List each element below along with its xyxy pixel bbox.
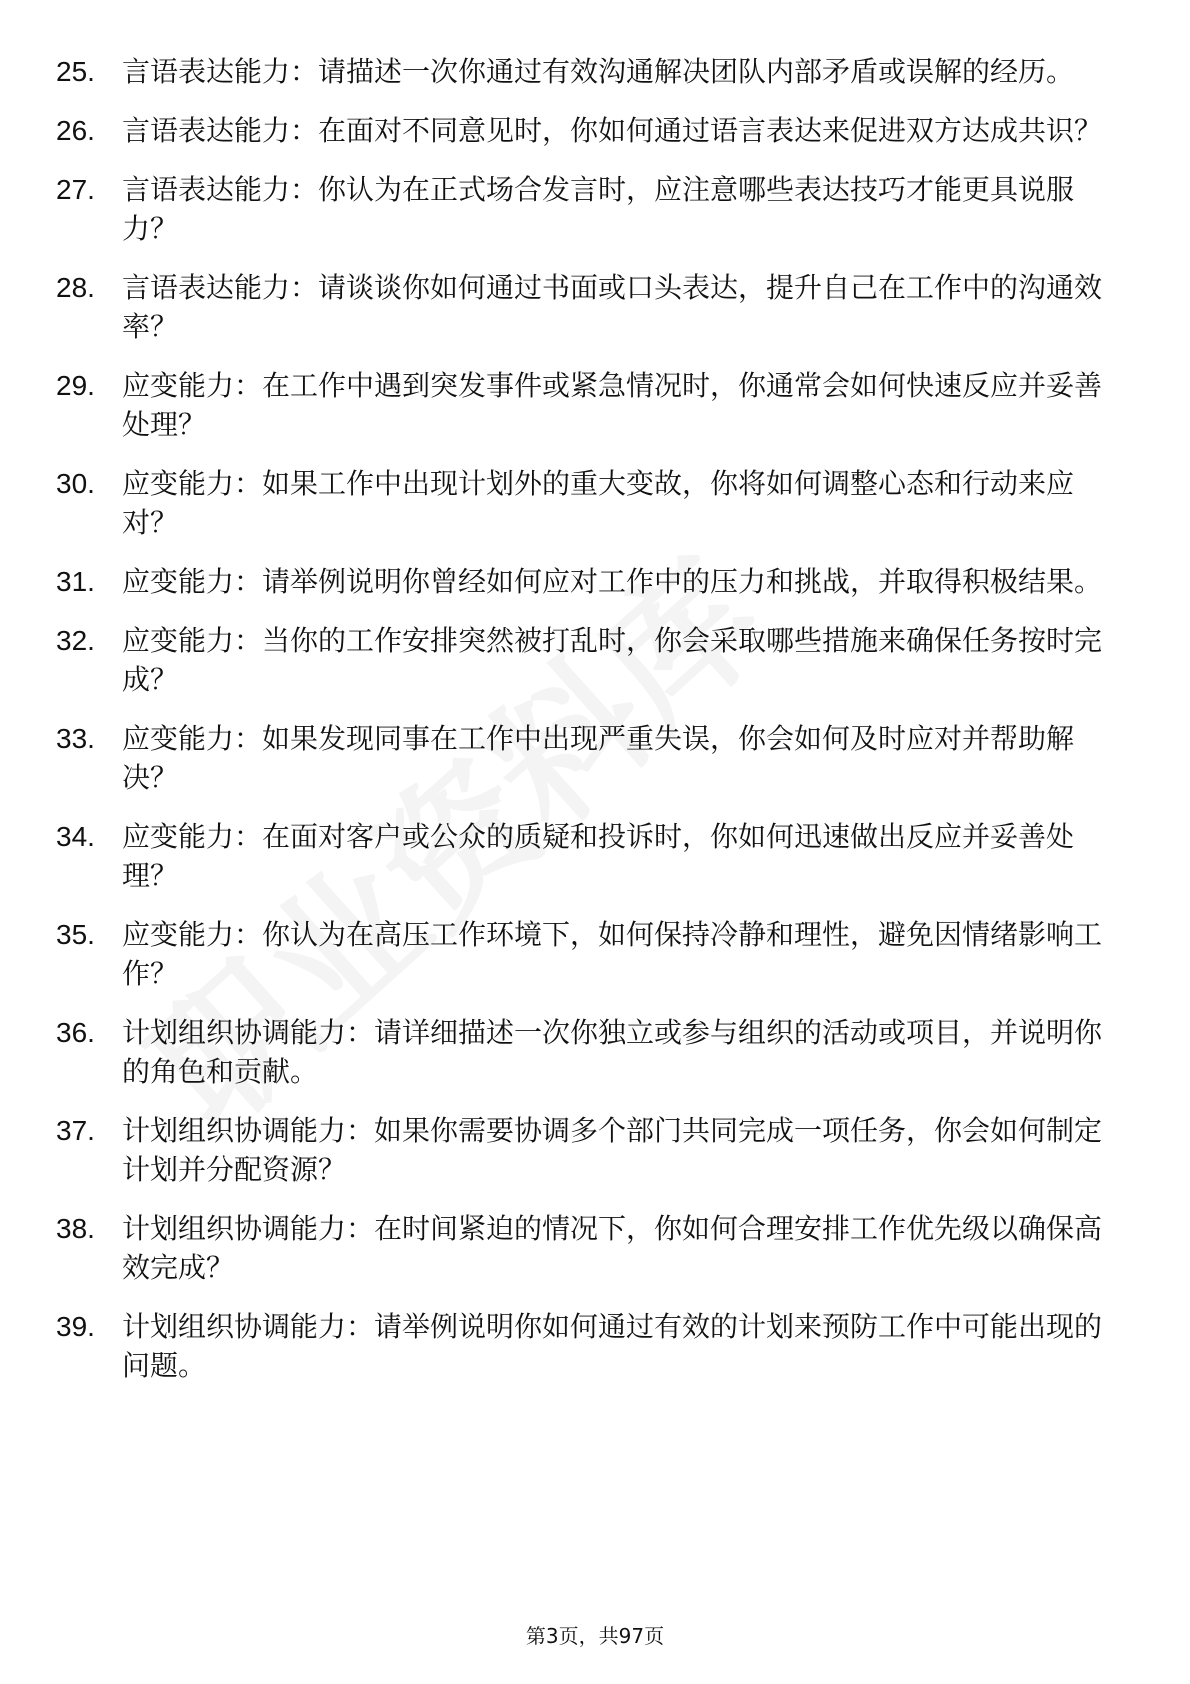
question-number: 27. [56, 174, 95, 205]
list-item [56, 621, 1106, 699]
question-text: 应变能力：请举例说明你曾经如何应对工作中的压力和挑战，并取得积极结果。 [122, 565, 1103, 598]
question-text: 应变能力：当你的工作安排突然被打乱时，你会采取哪些措施来确保任务按时完成？ [122, 624, 1103, 696]
question-number: 28. [56, 272, 95, 303]
question-number: 36. [56, 1017, 95, 1048]
question-text: 计划组织协调能力：在时间紧迫的情况下，你如何合理安排工作优先级以确保高效完成？ [122, 1212, 1103, 1284]
question-number: 29. [56, 370, 95, 401]
list-item [56, 719, 1106, 797]
list-item [56, 1209, 1106, 1287]
question-number: 30. [56, 468, 95, 499]
question-text: 言语表达能力：请描述一次你通过有效沟通解决团队内部矛盾或误解的经历。 [122, 55, 1075, 88]
question-text: 应变能力：如果工作中出现计划外的重大变故，你将如何调整心态和行动来应对？ [122, 467, 1075, 539]
page-number: 第3页，共97页 [525, 1624, 665, 1648]
question-text: 应变能力：你认为在高压工作环境下，如何保持冷静和理性，避免因情绪影响工作？ [122, 918, 1103, 990]
list-item [56, 562, 1106, 601]
list-item [56, 1111, 1106, 1189]
question-number: 33. [56, 723, 95, 754]
list-item [56, 464, 1106, 542]
list-item [56, 366, 1106, 444]
question-text: 计划组织协调能力：请详细描述一次你独立或参与组织的活动或项目，并说明你的角色和贡献。 [122, 1016, 1103, 1088]
question-number: 25. [56, 56, 95, 87]
question-text: 言语表达能力：请谈谈你如何通过书面或口头表达，提升自己在工作中的沟通效率？ [122, 271, 1103, 343]
question-number: 38. [56, 1213, 95, 1244]
list-item [56, 111, 1106, 150]
question-number: 32. [56, 625, 95, 656]
question-text: 计划组织协调能力：请举例说明你如何通过有效的计划来预防工作中可能出现的问题。 [122, 1310, 1103, 1382]
question-number: 34. [56, 821, 95, 852]
question-number: 35. [56, 919, 95, 950]
question-number: 39. [56, 1311, 95, 1342]
question-number: 26. [56, 115, 95, 146]
list-item [56, 170, 1106, 248]
list-item [56, 268, 1106, 346]
question-text: 言语表达能力：在面对不同意见时，你如何通过语言表达来促进双方达成共识？ [122, 114, 1103, 147]
question-text: 计划组织协调能力：如果你需要协调多个部门共同完成一项任务，你会如何制定计划并分配资源？ [122, 1114, 1103, 1186]
list-item [56, 915, 1106, 993]
list-item [56, 1013, 1106, 1091]
list-item [56, 817, 1106, 895]
question-text: 应变能力：在工作中遇到突发事件或紧急情况时，你通常会如何快速反应并妥善处理？ [122, 369, 1103, 441]
question-text: 应变能力：如果发现同事在工作中出现严重失误，你会如何及时应对并帮助解决？ [122, 722, 1075, 794]
list-item [56, 1307, 1106, 1385]
question-number: 37. [56, 1115, 95, 1146]
list-item [56, 52, 1106, 91]
question-number: 31. [56, 566, 95, 597]
question-list [56, 52, 1106, 1405]
question-text: 应变能力：在面对客户或公众的质疑和投诉时，你如何迅速做出反应并妥善处理？ [122, 820, 1075, 892]
question-text: 言语表达能力：你认为在正式场合发言时，应注意哪些表达技巧才能更具说服力？ [122, 173, 1075, 245]
